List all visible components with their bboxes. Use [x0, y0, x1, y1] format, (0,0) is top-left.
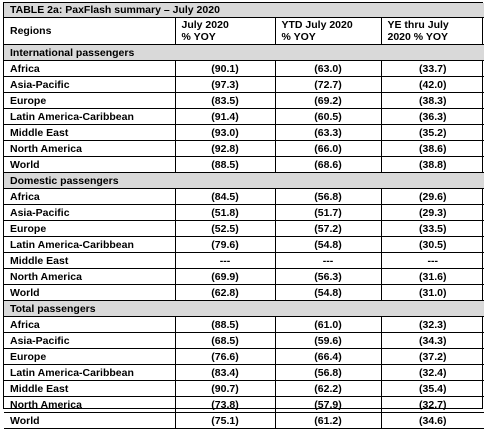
ytd-yoy-cell: (61.2) [275, 413, 381, 429]
table-row [4, 269, 484, 285]
region-cell: Asia-Pacific [4, 77, 175, 93]
ye-yoy-cell: (38.6) [381, 141, 484, 157]
july-yoy-cell: (75.1) [175, 413, 275, 429]
july-yoy-cell: (79.6) [175, 237, 275, 253]
region-cell: Latin America-Caribbean [4, 237, 175, 253]
region-cell: Europe [4, 93, 175, 109]
region-cell: Middle East [4, 253, 175, 269]
ye-yoy-cell: (30.5) [381, 237, 484, 253]
region-cell: Middle East [4, 381, 175, 397]
header-ye-line2: 2020 % YOY [387, 31, 449, 43]
ytd-yoy-cell: (57.9) [275, 397, 381, 413]
table-row [4, 349, 484, 365]
ye-yoy-cell: (31.6) [381, 269, 484, 285]
july-yoy-cell: (51.8) [175, 205, 275, 221]
table-body [4, 3, 484, 429]
ye-yoy-cell: (32.7) [381, 397, 484, 413]
table-title: TABLE 2a: PaxFlash summary – July 2020 [4, 3, 484, 18]
july-yoy-cell: (91.4) [175, 109, 275, 125]
table-row [4, 397, 484, 413]
ye-yoy-cell: (35.4) [381, 381, 484, 397]
region-cell: Asia-Pacific [4, 333, 175, 349]
july-yoy-cell: (88.5) [175, 317, 275, 333]
section-title: Total passengers [4, 301, 484, 317]
july-yoy-cell: (97.3) [175, 77, 275, 93]
header-ytd-line1: YTD July 2020 [281, 19, 353, 31]
section-title: Domestic passengers [4, 173, 484, 189]
table-row [4, 157, 484, 173]
region-cell: Middle East [4, 125, 175, 141]
ye-yoy-cell: (34.3) [381, 333, 484, 349]
july-yoy-cell: (92.8) [175, 141, 275, 157]
table-row [4, 413, 484, 429]
title-row [4, 3, 484, 18]
region-cell: World [4, 285, 175, 301]
header-row [4, 18, 484, 45]
region-cell: Asia-Pacific [4, 205, 175, 221]
ytd-yoy-cell: (56.8) [275, 189, 381, 205]
header-regions-label: Regions [10, 25, 52, 37]
table-row [4, 109, 484, 125]
table-row [4, 381, 484, 397]
ye-yoy-cell: (42.0) [381, 77, 484, 93]
section-header-row [4, 173, 484, 189]
table-row [4, 205, 484, 221]
table-row [4, 125, 484, 141]
ytd-yoy-cell: (56.8) [275, 365, 381, 381]
july-yoy-cell: (83.4) [175, 365, 275, 381]
table-row [4, 189, 484, 205]
table-row [4, 237, 484, 253]
region-cell: Africa [4, 189, 175, 205]
region-cell: World [4, 157, 175, 173]
region-cell: Africa [4, 317, 175, 333]
ytd-yoy-cell: (60.5) [275, 109, 381, 125]
region-cell: Europe [4, 349, 175, 365]
ye-yoy-cell: (36.3) [381, 109, 484, 125]
ye-yoy-cell: (32.4) [381, 365, 484, 381]
table-row [4, 253, 484, 269]
ytd-yoy-cell: (61.0) [275, 317, 381, 333]
header-regions [4, 18, 175, 45]
header-ytd-line2: % YOY [281, 31, 316, 43]
ye-yoy-cell: (29.3) [381, 205, 484, 221]
header-ye [381, 18, 484, 45]
ye-yoy-cell: (37.2) [381, 349, 484, 365]
july-yoy-cell: (83.5) [175, 93, 275, 109]
region-cell: North America [4, 397, 175, 413]
ytd-yoy-cell: (66.0) [275, 141, 381, 157]
july-yoy-cell: (84.5) [175, 189, 275, 205]
ytd-yoy-cell: (56.3) [275, 269, 381, 285]
ytd-yoy-cell: (63.0) [275, 61, 381, 77]
region-cell: Europe [4, 221, 175, 237]
ye-yoy-cell: --- [381, 253, 484, 269]
region-cell: Latin America-Caribbean [4, 109, 175, 125]
ye-yoy-cell: (34.6) [381, 413, 484, 429]
july-yoy-cell: (90.7) [175, 381, 275, 397]
ytd-yoy-cell: (51.7) [275, 205, 381, 221]
july-yoy-cell: (90.1) [175, 61, 275, 77]
ytd-yoy-cell: (62.2) [275, 381, 381, 397]
region-cell: North America [4, 269, 175, 285]
ye-yoy-cell: (29.6) [381, 189, 484, 205]
section-header-row [4, 45, 484, 61]
ytd-yoy-cell: --- [275, 253, 381, 269]
paxflash-summary-table [3, 2, 483, 427]
july-yoy-cell: (68.5) [175, 333, 275, 349]
ye-yoy-cell: (35.2) [381, 125, 484, 141]
table-row [4, 141, 484, 157]
ytd-yoy-cell: (59.6) [275, 333, 381, 349]
header-july-line2: % YOY [181, 31, 216, 43]
header-july-line1: July 2020 [181, 19, 229, 31]
july-yoy-cell: (69.9) [175, 269, 275, 285]
table-row [4, 333, 484, 349]
ytd-yoy-cell: (54.8) [275, 237, 381, 253]
region-cell: World [4, 413, 175, 429]
table-row [4, 93, 484, 109]
july-yoy-cell: --- [175, 253, 275, 269]
july-yoy-cell: (62.8) [175, 285, 275, 301]
july-yoy-cell: (52.5) [175, 221, 275, 237]
ytd-yoy-cell: (63.3) [275, 125, 381, 141]
table-row [4, 365, 484, 381]
ytd-yoy-cell: (69.2) [275, 93, 381, 109]
july-yoy-cell: (73.8) [175, 397, 275, 413]
ye-yoy-cell: (31.0) [381, 285, 484, 301]
table-row [4, 317, 484, 333]
ye-yoy-cell: (33.5) [381, 221, 484, 237]
ytd-yoy-cell: (72.7) [275, 77, 381, 93]
ytd-yoy-cell: (66.4) [275, 349, 381, 365]
header-ye-line1: YE thru July [387, 19, 449, 31]
region-cell: North America [4, 141, 175, 157]
header-ytd [275, 18, 381, 45]
ye-yoy-cell: (33.7) [381, 61, 484, 77]
region-cell: Latin America-Caribbean [4, 365, 175, 381]
ye-yoy-cell: (38.8) [381, 157, 484, 173]
data-table [4, 3, 484, 429]
table-row [4, 61, 484, 77]
ytd-yoy-cell: (57.2) [275, 221, 381, 237]
july-yoy-cell: (88.5) [175, 157, 275, 173]
ytd-yoy-cell: (68.6) [275, 157, 381, 173]
table-row [4, 285, 484, 301]
table-row [4, 221, 484, 237]
table-row [4, 77, 484, 93]
july-yoy-cell: (76.6) [175, 349, 275, 365]
ye-yoy-cell: (32.3) [381, 317, 484, 333]
section-header-row [4, 301, 484, 317]
ye-yoy-cell: (38.3) [381, 93, 484, 109]
july-yoy-cell: (93.0) [175, 125, 275, 141]
region-cell: Africa [4, 61, 175, 77]
header-july [175, 18, 275, 45]
ytd-yoy-cell: (54.8) [275, 285, 381, 301]
section-title: International passengers [4, 45, 484, 61]
